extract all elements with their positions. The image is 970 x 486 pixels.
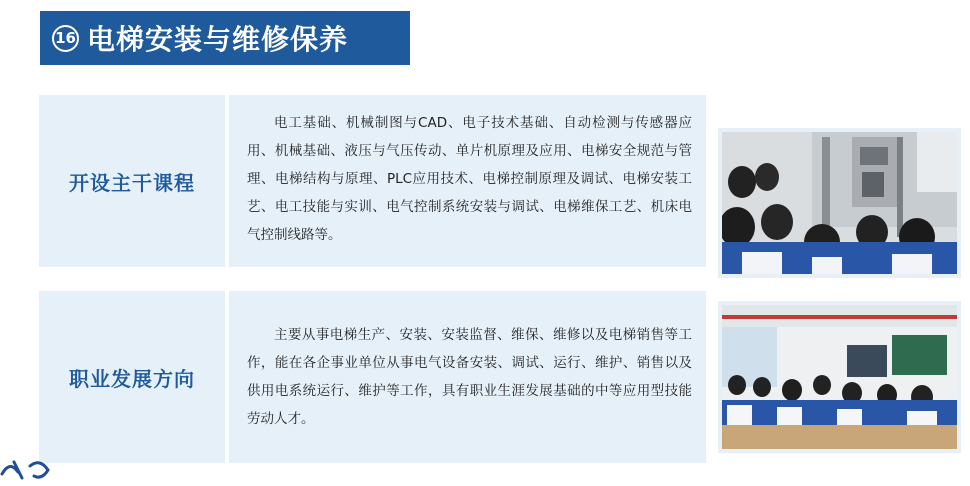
section-title-bar bbox=[40, 11, 410, 65]
elevator-training-photo bbox=[718, 128, 961, 278]
classroom-photo bbox=[718, 301, 961, 453]
career-label: 职业发展方向 bbox=[39, 291, 225, 463]
courses-label: 开设主干课程 bbox=[39, 95, 225, 267]
career-description: 主要从事电梯生产、安装、安装监督、维保、维修以及电梯销售等工作，能在各企事业单位从事电气设备安装、调试、运行、维护、销售以及供用电系统运行、维护等工作，具有职业生涯发展基础的中等应用型技能劳动人才。 bbox=[229, 291, 706, 463]
section-number-badge: 16 bbox=[52, 25, 79, 52]
brush-watermark bbox=[0, 452, 80, 482]
page-title: 电梯安装与维修保养 bbox=[87, 23, 349, 56]
courses-description: 电工基础、机械制图与CAD、电子技术基础、自动检测与传感器应用、机械基础、液压与气压传动、单片机原理及应用、电梯安全规范与管理、电梯结构与原理、PLC应用技术、电梯控制原理及调试、电梯安装工艺、电工技能与实训、电气控制系统安装与调试、电梯维保工艺、机床电气控制线路等。 bbox=[229, 95, 706, 267]
